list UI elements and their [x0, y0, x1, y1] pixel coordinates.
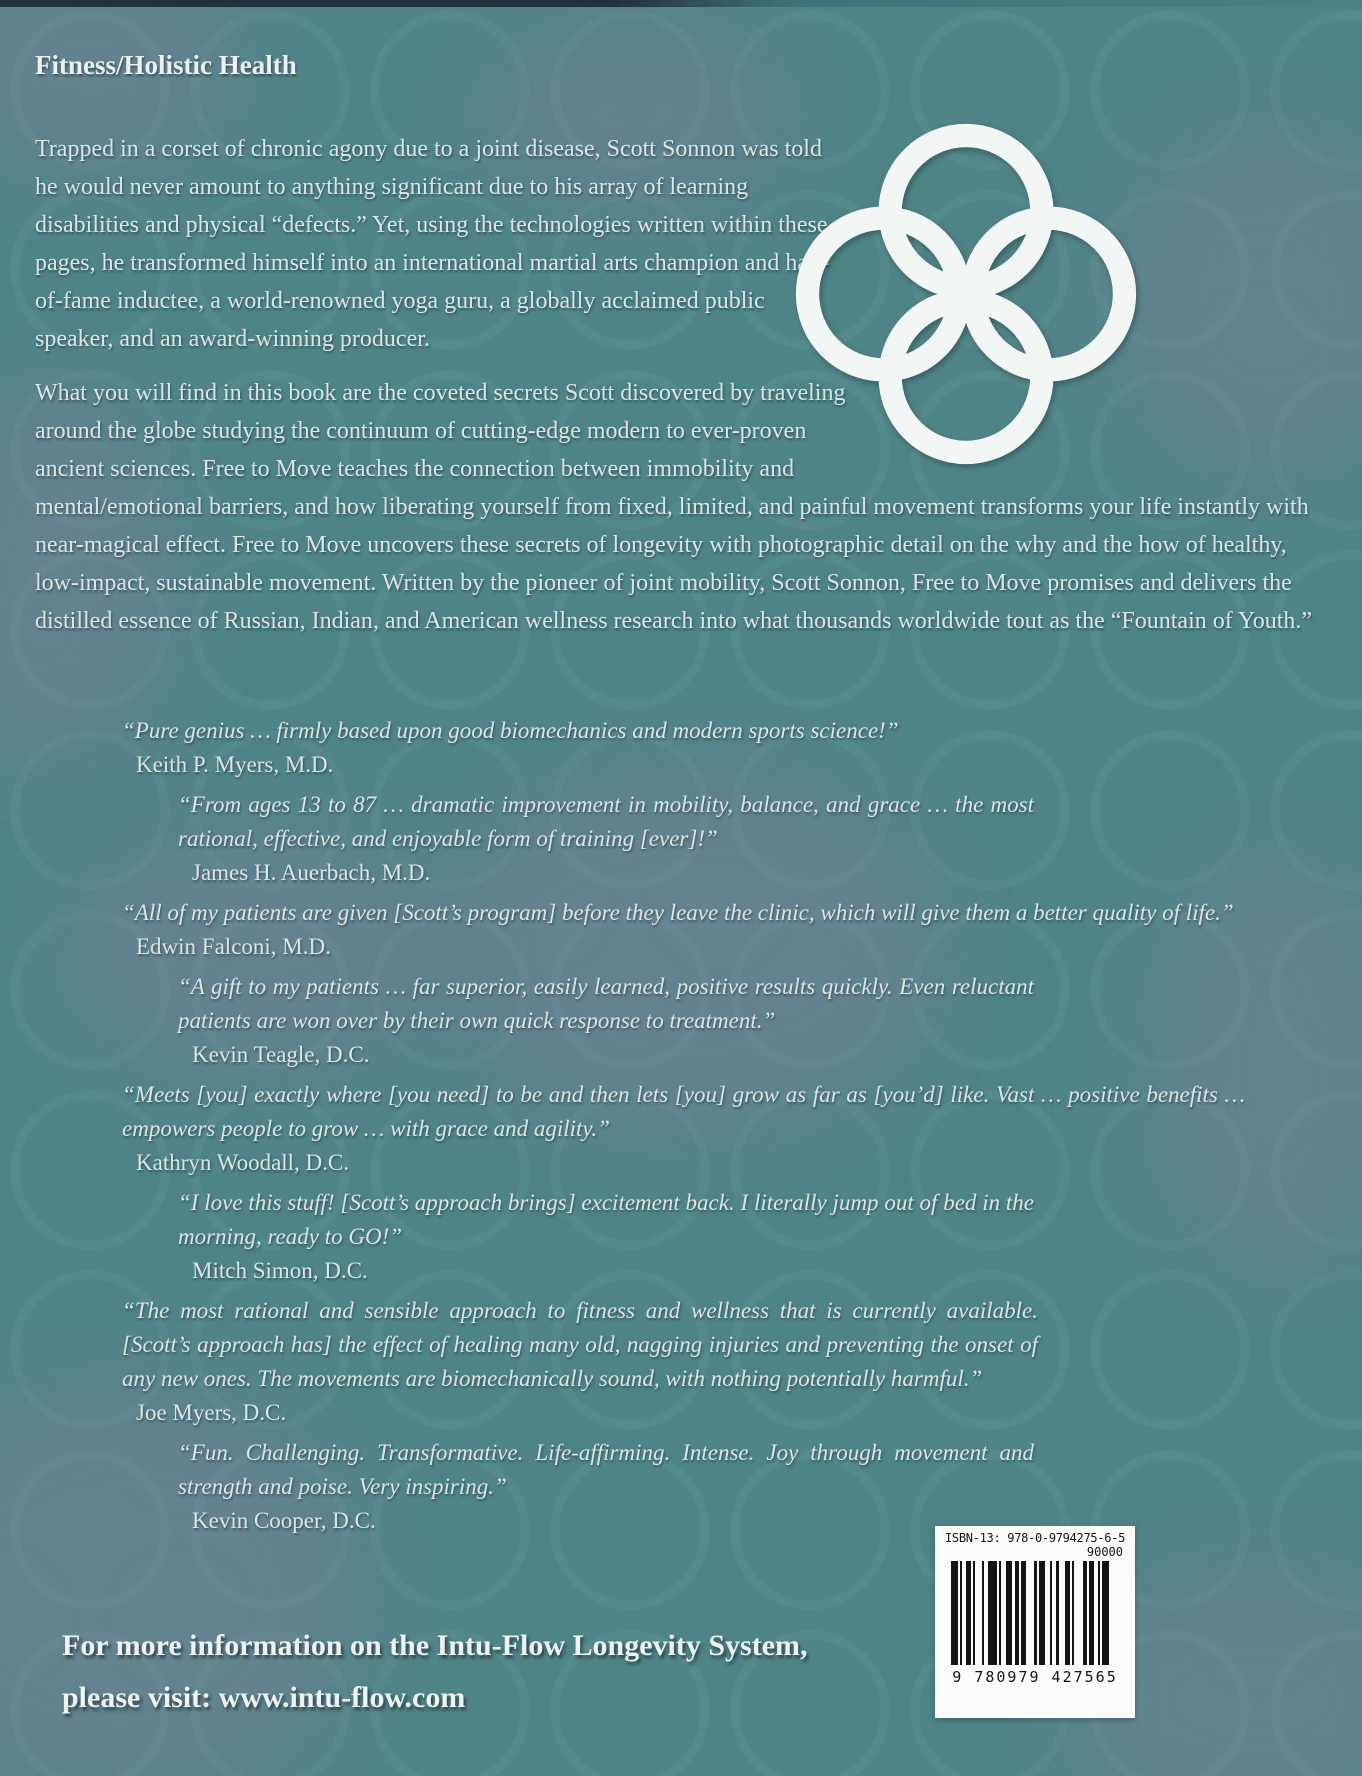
intro-section: [35, 130, 1329, 656]
testimonial: [122, 1294, 1362, 1430]
intu-flow-clover-knot-icon: [791, 118, 1141, 470]
isbn-label: ISBN-13: 978-0-9794275-6-5: [944, 1531, 1126, 1545]
testimonial-quote: “Fun. Challenging. Transformative. Life-affirming. Intense. Joy through movement and strength and poise. Very inspiring.”: [178, 1440, 1034, 1499]
testimonial-quote: “From ages 13 to 87 … dramatic improvement in mobility, balance, and grace … the most rational, effective, and enjoyable form of training [ever]!”: [178, 792, 1034, 851]
testimonial: [178, 1186, 1362, 1288]
testimonial-attribution: Kevin Teagle, D.C.: [192, 1042, 370, 1067]
testimonials-section: [0, 714, 1362, 1544]
footer-line-2: please visit: www.intu-flow.com: [62, 1681, 466, 1714]
testimonial: [178, 788, 1362, 890]
footer-line-1: For more information on the Intu-Flow Longevity System,: [62, 1629, 808, 1662]
testimonial-quote: “A gift to my patients … far superior, easily learned, positive results quickly. Even reluctant patients are won over by their own quick response to treatment.”: [178, 974, 1034, 1033]
testimonial-attribution: Mitch Simon, D.C.: [192, 1258, 368, 1283]
intro-paragraph-1: Trapped in a corset of chronic agony due to a joint disease, Scott Sonnon was told he would never amount to anything significant due to his array of learning disabilities and physical “defects.” Yet, using the technologies written within these pages, he transformed himself into an international martial arts champion and hall-of-fame inductee, a world-renowned yoga guru, a globally acclaimed public speaker, and an award-winning producer.: [35, 136, 830, 352]
testimonial-quote: “Pure genius … firmly based upon good biomechanics and modern sports science!”: [122, 718, 899, 743]
isbn-barcode: [935, 1526, 1135, 1718]
testimonial-attribution: James H. Auerbach, M.D.: [192, 860, 431, 885]
testimonial: [178, 970, 1362, 1072]
logo-container: [849, 130, 1329, 472]
testimonial: [122, 896, 1362, 964]
testimonial-quote: “All of my patients are given [Scott’s program] before they leave the clinic, which will give them a better quality of life.”: [122, 900, 1234, 925]
testimonial-attribution: Joe Myers, D.C.: [136, 1400, 287, 1425]
testimonial-attribution: Edwin Falconi, M.D.: [136, 934, 331, 959]
intro-paragraph-2: What you will find in this book are the coveted secrets Scott discovered by traveling around the globe studying the continuum of cutting-edge modern to ever-proven ancient sciences. Free to Move teaches the connection between immobility and mental/emotional barriers, and how liberating yourself from fixed, limited, and painful movement transforms your life instantly with near-magical effect. Free to Move uncovers these secrets of longevity with photographic detail on the why and the how of healthy, low-impact, sustainable movement. Written by the pioneer of joint mobility, Scott Sonnon, Free to Move promises and delivers the distilled essence of Russian, Indian, and American wellness research into what thousands worldwide tout as the “Fountain of Youth.”: [35, 380, 1313, 634]
footer-info: [62, 1620, 808, 1724]
barcode-price-code: 90000: [1086, 1545, 1123, 1559]
testimonial: [122, 1078, 1362, 1180]
testimonial-quote: “Meets [you] exactly where [you need] to be and then lets [you] grow as far as [you’d] like. Vast … positive benefits … empowers people to grow … with grace and agility.”: [122, 1082, 1245, 1141]
scan-edge-artifact: [0, 0, 1362, 7]
testimonial-attribution: Kathryn Woodall, D.C.: [136, 1150, 350, 1175]
testimonial-quote: “The most rational and sensible approach to fitness and wellness that is currently available. [Scott’s approach has] the effect of healing many old, nagging injuries and preventing the onset of any new ones. The movements are biomechanically sound, with nothing potentially harmful.”: [122, 1298, 1038, 1391]
barcode-bars: [941, 1561, 1129, 1665]
testimonial-attribution: Keith P. Myers, M.D.: [136, 752, 334, 777]
category-label: Fitness/Holistic Health: [35, 50, 297, 80]
testimonial: [178, 1436, 1362, 1538]
testimonial-attribution: Kevin Cooper, D.C.: [192, 1508, 376, 1533]
testimonial-quote: “I love this stuff! [Scott’s approach brings] excitement back. I literally jump out of bed in the morning, ready to GO!”: [178, 1190, 1034, 1249]
testimonial: [122, 714, 1362, 782]
barcode-digits: 9 780979 427565: [952, 1668, 1118, 1686]
